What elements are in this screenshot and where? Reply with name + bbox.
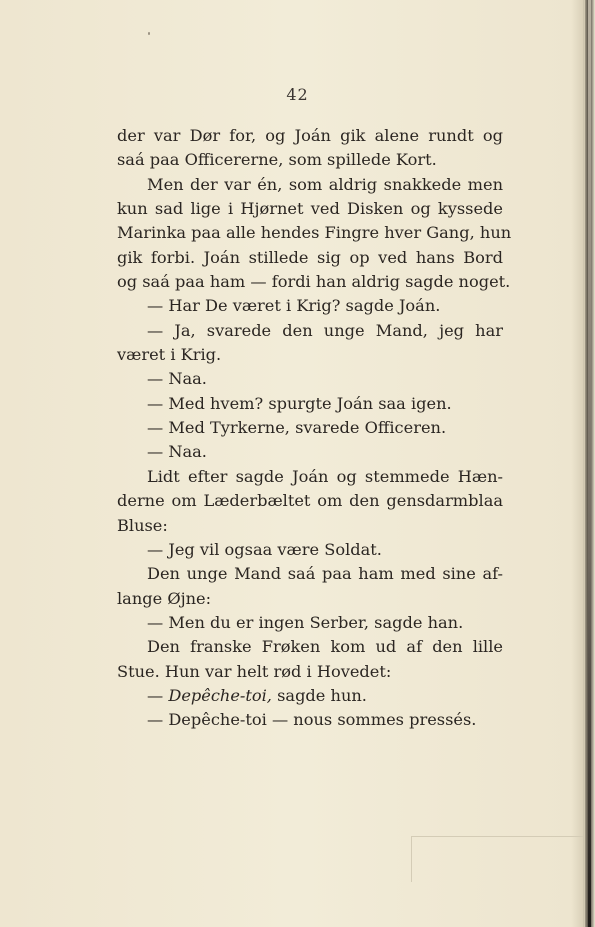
dialogue-line-1: — Har De været i Krig? sagde Joán. bbox=[147, 296, 441, 316]
dialogue-dash: — bbox=[147, 685, 169, 705]
text-line-6: gik forbi. Joán stillede sig op ved hans Bord bbox=[117, 247, 503, 267]
body-text bbox=[117, 124, 512, 733]
text-line-22: Den franske Frøken kom ud af den lille bbox=[147, 637, 503, 657]
dialogue-line-7: — Jeg vil ogsaa være Soldat. bbox=[147, 539, 382, 559]
dialogue-rest: sagde hun. bbox=[271, 685, 367, 705]
dialogue-line-2: — Ja, svarede den unge Mand, jeg har bbox=[147, 320, 503, 340]
text-line-23: Stue. Hun var helt rød i Hovedet: bbox=[117, 661, 392, 681]
dialogue-line-9 bbox=[117, 684, 503, 708]
faint-mark-horizontal bbox=[411, 836, 583, 837]
dialogue-line-10: — Depêche-toi — nous sommes pressés. bbox=[147, 710, 477, 730]
dialogue-line-8: — Men du er ingen Serber, sagde han. bbox=[147, 612, 464, 632]
paper-speck bbox=[148, 32, 150, 35]
page-number: 42 bbox=[286, 85, 309, 104]
dialogue-line-5: — Med Tyrkerne, svarede Officeren. bbox=[147, 418, 447, 438]
text-line-4: kun sad lige i Hjørnet ved Disken og kyssede bbox=[117, 199, 503, 219]
text-line-2: saá paa Officererne, som spillede Kort. bbox=[117, 150, 437, 170]
text-line-7: og saá paa ham — fordi han aldrig sagde noget. bbox=[117, 272, 511, 292]
italic-phrase: Depêche-toi, bbox=[168, 685, 272, 705]
faint-mark-vertical bbox=[411, 836, 412, 882]
text-line-10: været i Krig. bbox=[117, 345, 222, 365]
text-line-17: Bluse: bbox=[117, 515, 168, 535]
dialogue-line-4: — Med hvem? spurgte Joán saa igen. bbox=[147, 393, 452, 413]
text-line-1: der var Dør for, og Joán gik alene rundt og bbox=[117, 126, 503, 145]
text-line-15: Lidt efter sagde Joán og stemmede Hæn- bbox=[147, 466, 503, 486]
page-edge-dark bbox=[588, 0, 591, 927]
text-line-3: Men der var én, som aldrig snakkede men bbox=[147, 174, 503, 194]
dialogue-line-6: — Naa. bbox=[147, 442, 207, 462]
text-line-19: Den unge Mand saá paa ham med sine af- bbox=[147, 564, 503, 584]
text-line-5: Marinka paa alle hendes Fingre hver Gang, hun bbox=[117, 223, 512, 243]
text-line-20: lange Øjne: bbox=[117, 588, 212, 608]
text-line-16: derne om Læderbæltet om den gensdarmblaa bbox=[117, 491, 503, 511]
page-edge-shadow bbox=[584, 0, 585, 927]
dialogue-line-3: — Naa. bbox=[147, 369, 207, 389]
